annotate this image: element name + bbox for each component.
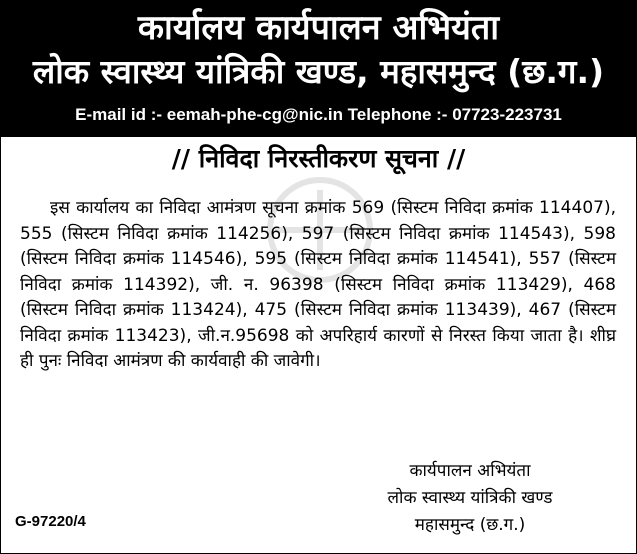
office-title: कार्यालय कार्यपालन अभियंता (137, 8, 500, 48)
footer-code: G-97220/4 (15, 513, 86, 530)
signature-department: लोक स्वास्थ्य यांत्रिकी खण्ड (387, 488, 553, 508)
signature-location: महासमुन्द (छ.ग.) (414, 515, 526, 535)
notice-body (20, 196, 616, 375)
contact-line: E-mail id :- eemah-phe-cg@nic.in Telephone :- 07723-223731 (75, 105, 562, 124)
division-title: लोक स्वास्थ्य यांत्रिकी खण्ड, महासमुन्द (छ.ग.) (32, 52, 605, 91)
notice-header (0, 0, 637, 137)
notice-body-text: इस कार्यालय का निविदा आमंत्रण सूचना क्रमांक 569 (सिस्टम निविदा क्रमांक 114407), 555 (सिस्टम निविदा क्रमांक 114256), 597 (सिस्टम निविदा क्रमांक 114543), 598 (सिस्टम निविदा क्रमांक 114546), 595 (सिस्टम निविदा क्रमांक 114541), 557 (सिस्टम निविदा क्रमांक 114392), जी. न. 96398 (सिस्टम निविदा क्रमांक 113429), 468 (सिस्टम निविदा क्रमांक 113424), 475 (सिस्टम निविदा क्रमांक 113439), 467 (सिस्टम निविदा क्रमांक 113423), जी.न.95698 को अपरिहार्य कारणों से निरस्त किया जाता है। शीघ्र ही पुनः निविदा आमंत्रण की कार्यवाही की जावेगी। (20, 198, 616, 371)
signature-block (350, 458, 590, 539)
notice-title: // निविदा निरस्तीकरण सूचना // (171, 144, 466, 173)
signature-designation: कार्यपालन अभियंता (409, 461, 531, 481)
